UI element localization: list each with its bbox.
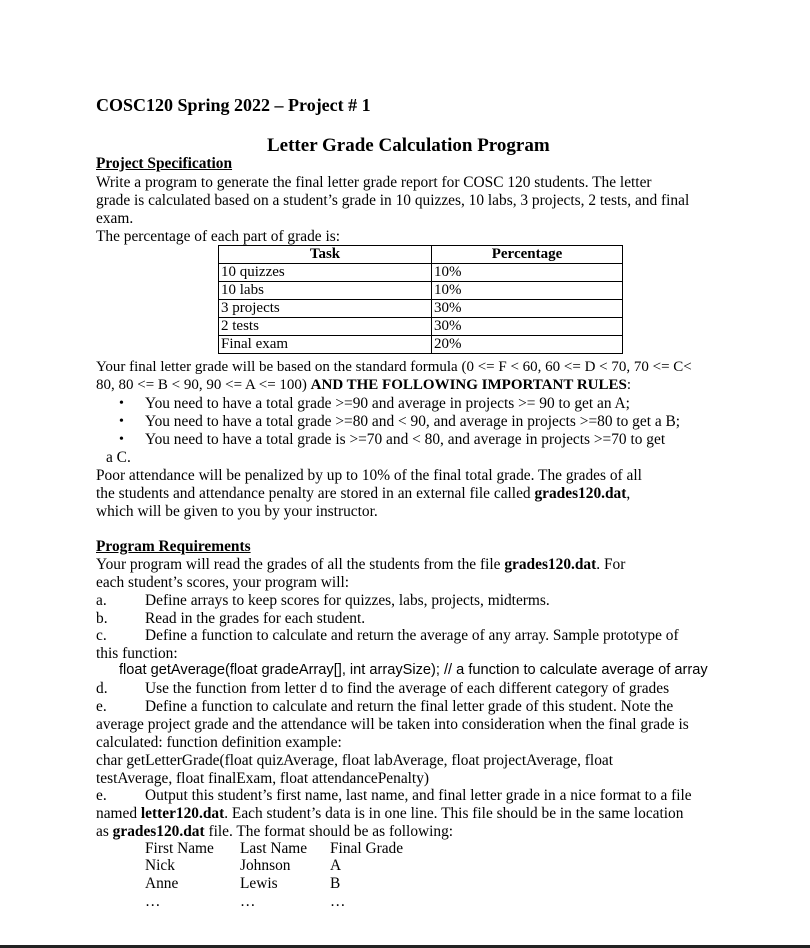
format-header-last: Last Name — [240, 840, 308, 857]
grades-file-name: grades120.dat — [534, 485, 627, 502]
attendance-text: the students and attendance penalty are stored in an external file called — [96, 485, 535, 502]
table-cell-percentage: 20% — [432, 336, 623, 354]
format-first-name: Nick — [145, 857, 175, 874]
important-rules-label: AND THE FOLLOWING IMPORTANT RULES — [310, 377, 627, 393]
bullet-icon: • — [119, 414, 124, 429]
spec-heading: Project Specification — [96, 155, 233, 172]
item-d-marker: d. — [96, 680, 108, 697]
getlettergrade-prototype-2: testAverage, float finalExam, float attendancePenalty) — [96, 770, 430, 787]
output-text: as — [96, 823, 113, 840]
table-cell-task: 2 tests — [219, 318, 432, 336]
item-b-marker: b. — [96, 610, 108, 627]
table-cell-percentage: 10% — [432, 264, 623, 282]
output-text: . Each student’s data is in one line. This file should be in the same location — [224, 805, 684, 822]
spec-intro-2: grade is calculated based on a student’s grade in 10 quizzes, 10 labs, 3 projects, 2 tests, and final — [96, 192, 690, 209]
formula-line-1: Your final letter grade will be based on the standard formula (0 <= F < 60, 60 <= D < 70, 70 <= C< — [96, 359, 692, 375]
rule-b: You need to have a total grade >=80 and < 90, and average in projects >=80 to get a B; — [145, 413, 681, 430]
format-ellipsis: … — [145, 893, 161, 910]
grade-weight-table — [218, 245, 623, 354]
getlettergrade-prototype-1: char getLetterGrade(float quizAverage, float labAverage, float projectAverage, float — [96, 752, 614, 769]
item-e-cont-2: calculated: function definition example: — [96, 734, 342, 751]
table-row — [219, 282, 623, 300]
formula-ranges: 80, 80 <= B < 90, 90 <= A <= 100) — [96, 377, 311, 393]
table-cell-percentage: 30% — [432, 300, 623, 318]
output-line-3 — [96, 823, 453, 841]
attendance-line-3: which will be given to you by your instructor. — [96, 503, 378, 520]
table-cell-task: 10 labs — [219, 282, 432, 300]
item-c-marker: c. — [96, 627, 107, 644]
format-first-name: Anne — [145, 875, 179, 892]
table-cell-percentage: 10% — [432, 282, 623, 300]
item-b-text: Read in the grades for each student. — [145, 610, 366, 627]
rule-c-cont: a C. — [106, 449, 131, 466]
course-title: COSC120 Spring 2022 – Project # 1 — [96, 95, 371, 115]
grades-file-name: grades120.dat — [504, 556, 597, 573]
rule-c: You need to have a total grade is >=70 and < 80, and average in projects >=70 to get — [145, 431, 666, 448]
format-grade: A — [330, 857, 342, 874]
table-row — [219, 318, 623, 336]
format-last-name: Lewis — [240, 875, 278, 892]
table-header-task: Task — [219, 246, 432, 264]
table-header-row — [219, 246, 623, 264]
item-c-cont: this function: — [96, 645, 178, 662]
attendance-comma: , — [626, 485, 631, 502]
grades-file-name: grades120.dat — [112, 823, 205, 840]
output-line-2 — [96, 805, 683, 823]
spec-intro-3: exam. — [96, 210, 134, 227]
format-grade: B — [330, 875, 341, 892]
percent-intro: The percentage of each part of grade is: — [96, 228, 340, 245]
attendance-line-1: Poor attendance will be penalized by up to 10% of the final total grade. The grades of all — [96, 467, 642, 484]
format-last-name: Johnson — [240, 857, 291, 874]
letter-file-name: letter120.dat — [140, 805, 225, 822]
table-cell-task: Final exam — [219, 336, 432, 354]
requirements-heading: Program Requirements — [96, 538, 251, 555]
rule-a: You need to have a total grade >=90 and average in projects >= 90 to get an A; — [145, 395, 630, 412]
format-header-first: First Name — [145, 840, 214, 857]
program-title: Letter Grade Calculation Program — [267, 135, 550, 156]
formula-line-2 — [96, 377, 631, 394]
item-e-cont-1: average project grade and the attendance will be taken into consideration when the final grade is — [96, 716, 689, 733]
item-a-marker: a. — [96, 592, 107, 609]
format-ellipsis: … — [330, 893, 346, 910]
bullet-icon: • — [119, 396, 124, 411]
table-row — [219, 300, 623, 318]
output-text: file. The format should be as following: — [204, 823, 454, 840]
spec-intro-1: Write a program to generate the final letter grade report for COSC 120 students. The letter — [96, 174, 652, 191]
item-a-text: Define arrays to keep scores for quizzes, labs, projects, midterms. — [145, 592, 550, 609]
item-e2-text: Output this student’s first name, last name, and final letter grade in a nice format to a file — [145, 787, 692, 804]
formula-colon: : — [626, 377, 632, 393]
attendance-line-2 — [96, 485, 630, 503]
req-line-2: each student’s scores, your program will: — [96, 574, 350, 591]
table-cell-task: 10 quizzes — [219, 264, 432, 282]
item-e2-marker: e. — [96, 787, 107, 804]
req-line-1 — [96, 556, 625, 574]
bullet-icon: • — [119, 432, 124, 447]
format-header-grade: Final Grade — [330, 840, 404, 857]
req-text: . For — [596, 556, 626, 573]
table-cell-percentage: 30% — [432, 318, 623, 336]
item-d-text: Use the function from letter d to find the average of each different category of grades — [145, 680, 670, 697]
getaverage-prototype: float getAverage(float gradeArray[], int arraySize); // a function to calculate average of array — [119, 662, 708, 678]
item-e-text: Define a function to calculate and return the final letter grade of this student. Note the — [145, 698, 674, 715]
req-text: Your program will read the grades of all the students from the file — [96, 556, 505, 573]
table-cell-task: 3 projects — [219, 300, 432, 318]
output-text: named — [96, 805, 141, 822]
table-row — [219, 336, 623, 354]
item-e-marker: e. — [96, 698, 107, 715]
item-c-text: Define a function to calculate and return the average of any array. Sample prototype of — [145, 627, 679, 644]
format-ellipsis: … — [240, 893, 256, 910]
table-row — [219, 264, 623, 282]
table-header-percentage: Percentage — [432, 246, 623, 264]
